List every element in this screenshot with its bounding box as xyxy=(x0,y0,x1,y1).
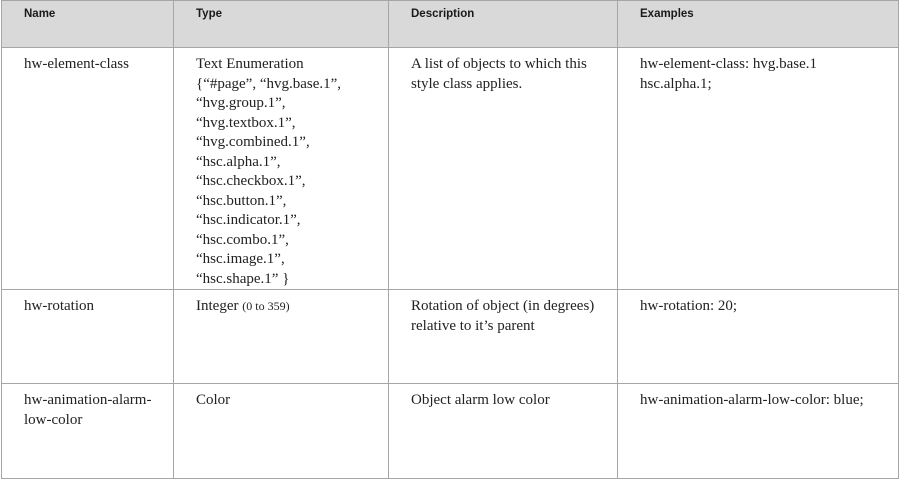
type-value: “hsc.image.1”, xyxy=(196,251,285,267)
type-value: “hvg.group.1”, xyxy=(196,95,286,111)
style-properties-table xyxy=(1,0,899,479)
cell-description: Object alarm low color xyxy=(389,384,618,479)
type-value: “hsc.indicator.1”, xyxy=(196,212,301,228)
type-value: “hsc.button.1”, xyxy=(196,192,287,209)
type-value: “hsc.alpha.1”, xyxy=(196,153,281,170)
type-value: “hsc.combo.1”, xyxy=(196,231,289,248)
cell-name: hw-element-class xyxy=(2,48,174,290)
cell-type: Color xyxy=(174,384,389,479)
table-row xyxy=(2,290,899,384)
cell-name: hw-rotation xyxy=(2,290,174,384)
type-label: Text Enumeration xyxy=(196,56,304,72)
type-value: {“#page”, “hvg.base.1”, xyxy=(196,75,342,92)
table-row xyxy=(2,48,899,290)
header-description: Description xyxy=(389,1,618,48)
header-examples: Examples xyxy=(618,1,899,48)
cell-description: Rotation of object (in degrees) relative to it’s parent xyxy=(389,290,618,384)
type-value: “hsc.shape.1” } xyxy=(196,270,290,287)
table-row xyxy=(2,384,899,479)
type-value: “hvg.textbox.1”, xyxy=(196,114,296,131)
cell-examples: hw-animation-alarm-low-color: blue; xyxy=(618,384,899,479)
cell-description: A list of objects to which this style class applies. xyxy=(389,48,618,290)
header-name: Name xyxy=(2,1,174,48)
cell-type xyxy=(174,48,389,290)
cell-examples: hw-rotation: 20; xyxy=(618,290,899,384)
cell-examples: hw-element-class: hvg.base.1 hsc.alpha.1; xyxy=(618,48,899,290)
type-value: “hsc.checkbox.1”, xyxy=(196,173,306,189)
type-enumeration-list xyxy=(196,55,380,289)
type-value: “hvg.combined.1”, xyxy=(196,134,310,150)
cell-name: hw-animation-alarm-low-color xyxy=(2,384,174,479)
header-type: Type xyxy=(174,1,389,48)
table-header-row xyxy=(2,1,899,48)
type-range: (0 to 359) xyxy=(242,299,290,313)
type-label: Integer xyxy=(196,298,239,314)
cell-type xyxy=(174,290,389,384)
